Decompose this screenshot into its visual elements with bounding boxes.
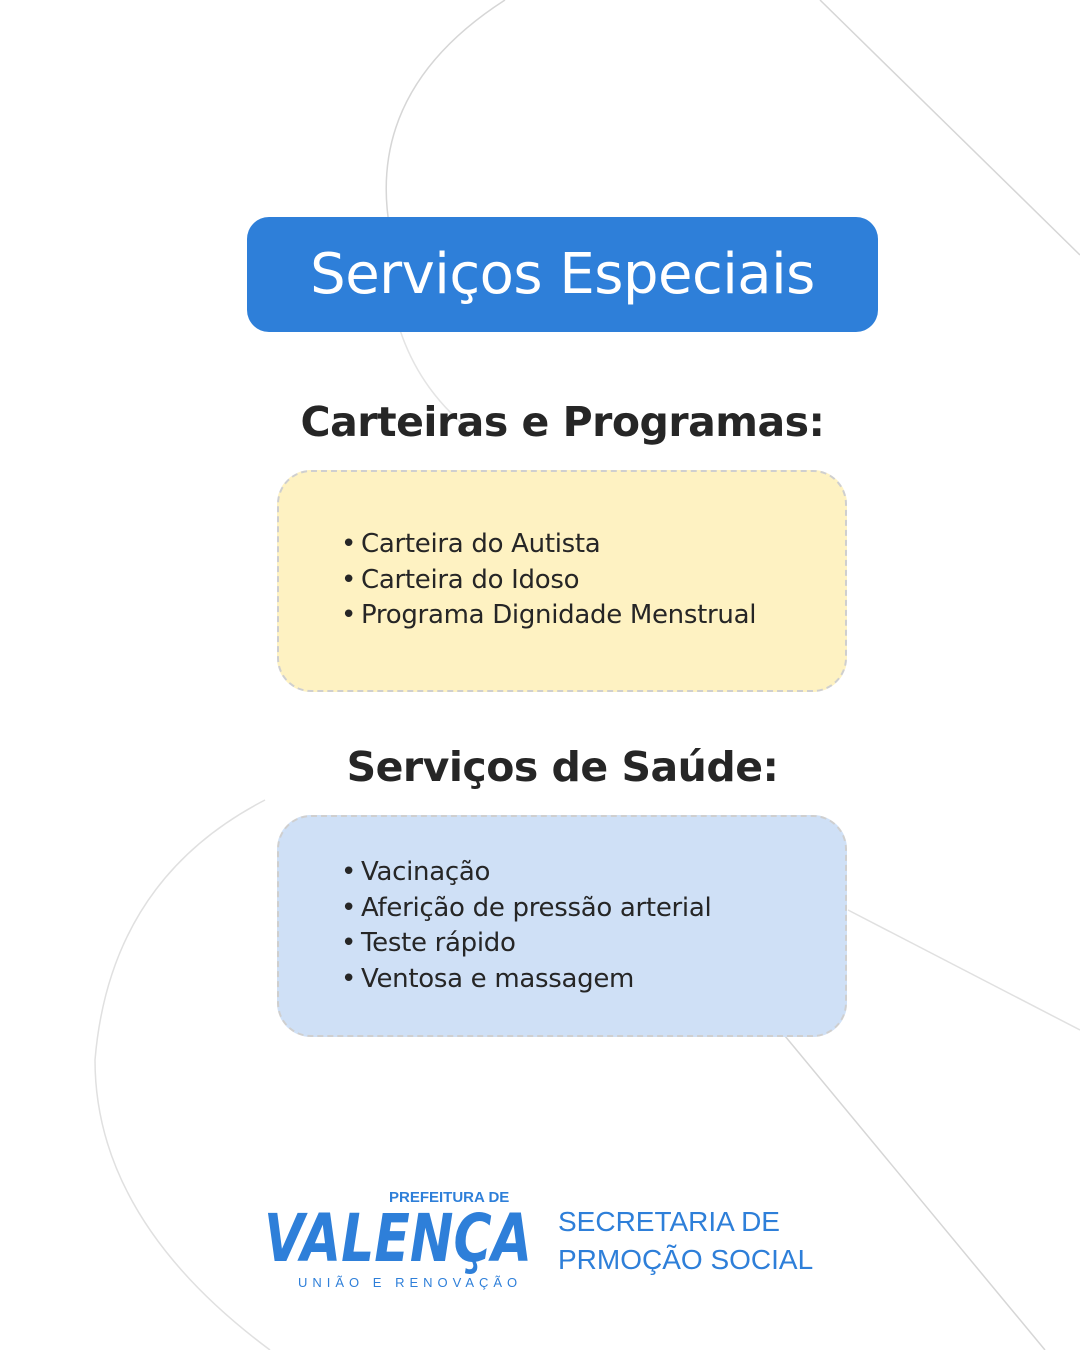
- title-banner: [247, 217, 878, 332]
- list-carteiras-programas: [341, 527, 756, 634]
- bullet-icon: •: [341, 600, 357, 630]
- list-item: [341, 855, 711, 891]
- bullet-icon: •: [341, 857, 357, 887]
- card-carteiras-programas: [277, 470, 847, 692]
- list-item: [341, 962, 711, 998]
- list-item: [341, 926, 711, 962]
- secretaria-line-1: SECRETARIA DE: [558, 1206, 780, 1237]
- logo-tagline-text: UNIÃO E RENOVAÇÃO: [298, 1275, 523, 1290]
- list-servicos-saude: [341, 855, 711, 997]
- logo-top-text: PREFEITURA DE: [389, 1189, 510, 1206]
- list-item-label: Programa Dignidade Menstrual: [361, 600, 757, 630]
- section-heading-carteiras: Carteiras e Programas:: [300, 398, 825, 446]
- bullet-icon: •: [341, 892, 357, 923]
- list-item: [341, 563, 756, 599]
- list-item-label: Carteira do Idoso: [361, 564, 580, 595]
- list-item: [341, 527, 756, 563]
- bullet-icon: •: [341, 963, 357, 994]
- list-item-label: Carteira do Autista: [361, 529, 601, 559]
- list-item-label: Teste rápido: [361, 928, 516, 958]
- bullet-icon: •: [341, 529, 357, 559]
- prefeitura-valenca-logo: [262, 1183, 542, 1293]
- list-item: [341, 891, 711, 927]
- list-item-label: Ventosa e massagem: [361, 963, 635, 994]
- bullet-icon: •: [341, 928, 357, 958]
- list-item-label: Vacinação: [361, 857, 491, 887]
- page-title: Serviços Especiais: [310, 242, 815, 307]
- card-servicos-saude: [277, 815, 847, 1037]
- secretaria-line-2: PRMOÇÃO SOCIAL: [558, 1244, 814, 1275]
- list-item: [341, 598, 756, 634]
- list-item-label: Aferição de pressão arterial: [361, 892, 712, 923]
- section-heading-saude: Serviços de Saúde:: [346, 743, 779, 791]
- secretaria-label: [558, 1203, 813, 1279]
- logo-main-text: VALENÇA: [264, 1200, 532, 1277]
- bullet-icon: •: [341, 564, 357, 595]
